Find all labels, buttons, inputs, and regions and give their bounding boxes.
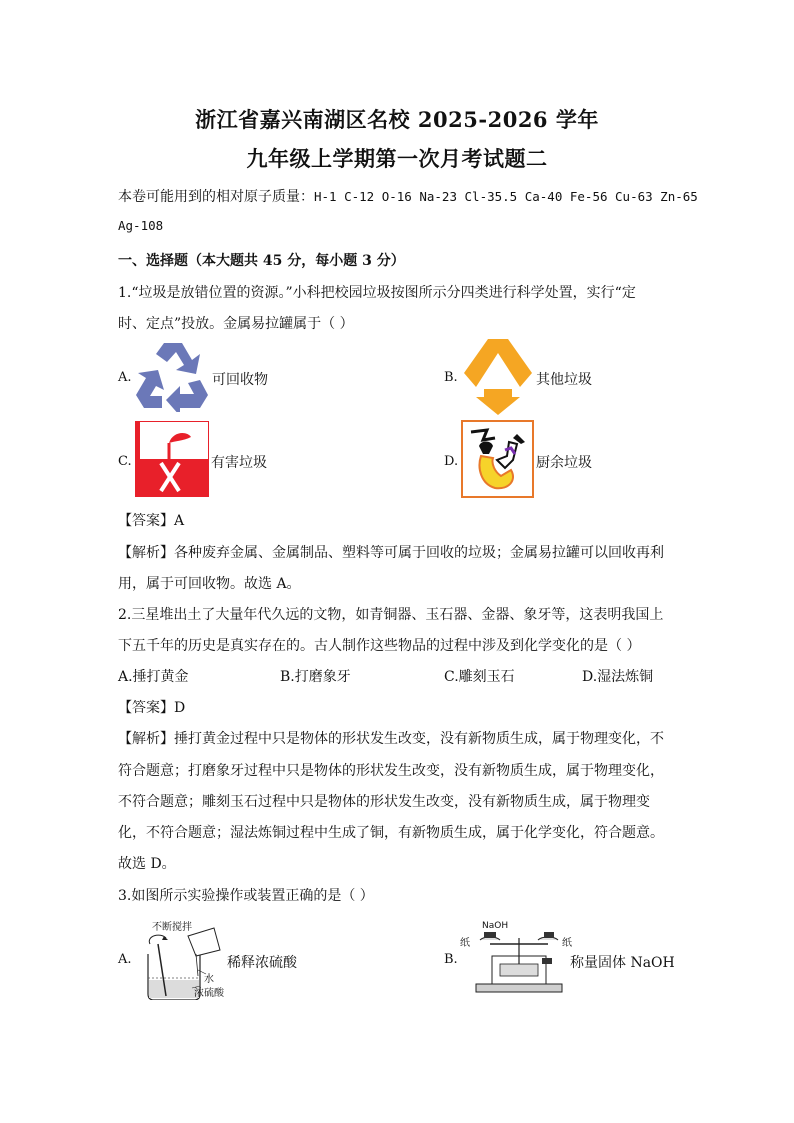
q1-option-d-letter: D. bbox=[444, 454, 459, 469]
q2-analysis-line3: 不符合题意；雕刻玉石过程中只是物体的形状发生改变，没有新物质生成，属于物理变 bbox=[118, 794, 650, 810]
q3b-paper-left-label: 纸 bbox=[460, 938, 470, 949]
q3-stem: 3.如图所示实验操作或装置正确的是（ ） bbox=[118, 888, 374, 904]
q1-analysis-line1: 【解析】各种废弃金属、金属制品、塑料等可属于回收的垃圾；金属易拉罐可以回收再利 bbox=[118, 545, 664, 561]
q2-analysis-line5: 故选 D。 bbox=[118, 856, 176, 872]
q3a-water-label: 水 bbox=[204, 974, 214, 985]
atomic-mass-line2: Ag-108 bbox=[118, 218, 164, 233]
hazardous-waste-icon bbox=[135, 421, 209, 497]
q3a-stir-label: 不断搅拌 bbox=[152, 922, 192, 933]
atomic-mass-values: H-1 C-12 O-16 Na-23 Cl-35.5 Ca-40 Fe-56 Cu-63 Zn-65 bbox=[314, 189, 698, 204]
q3b-naoh-label: NaOH bbox=[482, 921, 509, 931]
q3-option-a-label: 稀释浓硫酸 bbox=[227, 955, 297, 971]
recycle-icon bbox=[134, 340, 210, 412]
q2-analysis-line2: 符合题意；打磨象牙过程中只是物体的形状发生改变，没有新物质生成，属于物理变化， bbox=[118, 763, 664, 779]
atomic-mass-prefix: 本卷可能用到的相对原子质量： bbox=[118, 189, 314, 205]
exam-title-line2: 九年级上学期第一次月考试题二 bbox=[246, 146, 548, 171]
q1-answer: 【答案】A bbox=[118, 513, 185, 529]
q2-stem-line2: 下五千年的历史是真实存在的。古人制作这些物品的过程中涉及到化学变化的是（ ） bbox=[118, 638, 641, 654]
q2-choice-a: A.捶打黄金 bbox=[118, 669, 189, 685]
q3-option-b-label: 称量固体 NaOH bbox=[570, 955, 675, 971]
kitchen-waste-icon bbox=[461, 420, 534, 498]
q1-option-b-letter: B. bbox=[444, 370, 458, 385]
q1-stem-line1: 1.“垃圾是放错位置的资源。”小科把校园垃圾按图所示分四类进行科学处置，实行“定 bbox=[118, 285, 636, 301]
q2-analysis-line1: 【解析】捶打黄金过程中只是物体的形状发生改变，没有新物质生成，属于物理变化，不 bbox=[118, 731, 664, 747]
q3a-acid-label: 浓硫酸 bbox=[194, 988, 224, 999]
atomic-mass-line1 bbox=[118, 186, 698, 206]
section1-header: 一、选择题（本大题共 45 分，每小题 3 分） bbox=[118, 253, 405, 269]
q1-analysis-line2: 用，属于可回收物。故选 A。 bbox=[118, 576, 301, 592]
q1-stem-line2: 时、定点”投放。金属易拉罐属于（ ） bbox=[118, 316, 354, 332]
q1-option-c-letter: C. bbox=[118, 454, 132, 469]
q3-option-b-letter: B. bbox=[444, 952, 458, 967]
q1-option-d-label: 厨余垃圾 bbox=[536, 455, 592, 471]
q2-choice-b: B.打磨象牙 bbox=[280, 669, 351, 685]
q1-option-c-label: 有害垃圾 bbox=[211, 455, 267, 471]
q3-option-a-letter: A. bbox=[118, 952, 132, 967]
other-waste-icon bbox=[462, 337, 534, 415]
q1-option-b-label: 其他垃圾 bbox=[536, 372, 592, 388]
q2-stem-line1: 2.三星堆出土了大量年代久远的文物，如青铜器、玉石器、金器、象牙等，这表明我国上 bbox=[118, 607, 664, 623]
q2-choice-c: C.雕刻玉石 bbox=[444, 669, 515, 685]
q3b-paper-right-label: 纸 bbox=[562, 938, 572, 949]
q2-choice-d: D.湿法炼铜 bbox=[582, 669, 654, 685]
q1-option-a-letter: A. bbox=[118, 370, 132, 385]
exam-title-line1: 浙江省嘉兴南湖区名校 2025-2026 学年 bbox=[195, 107, 599, 132]
q1-option-a-label: 可回收物 bbox=[212, 372, 268, 388]
q2-analysis-line4: 化，不符合题意；湿法炼铜过程中生成了铜，有新物质生成，属于化学变化，符合题意。 bbox=[118, 825, 664, 841]
q2-answer: 【答案】D bbox=[118, 700, 186, 716]
